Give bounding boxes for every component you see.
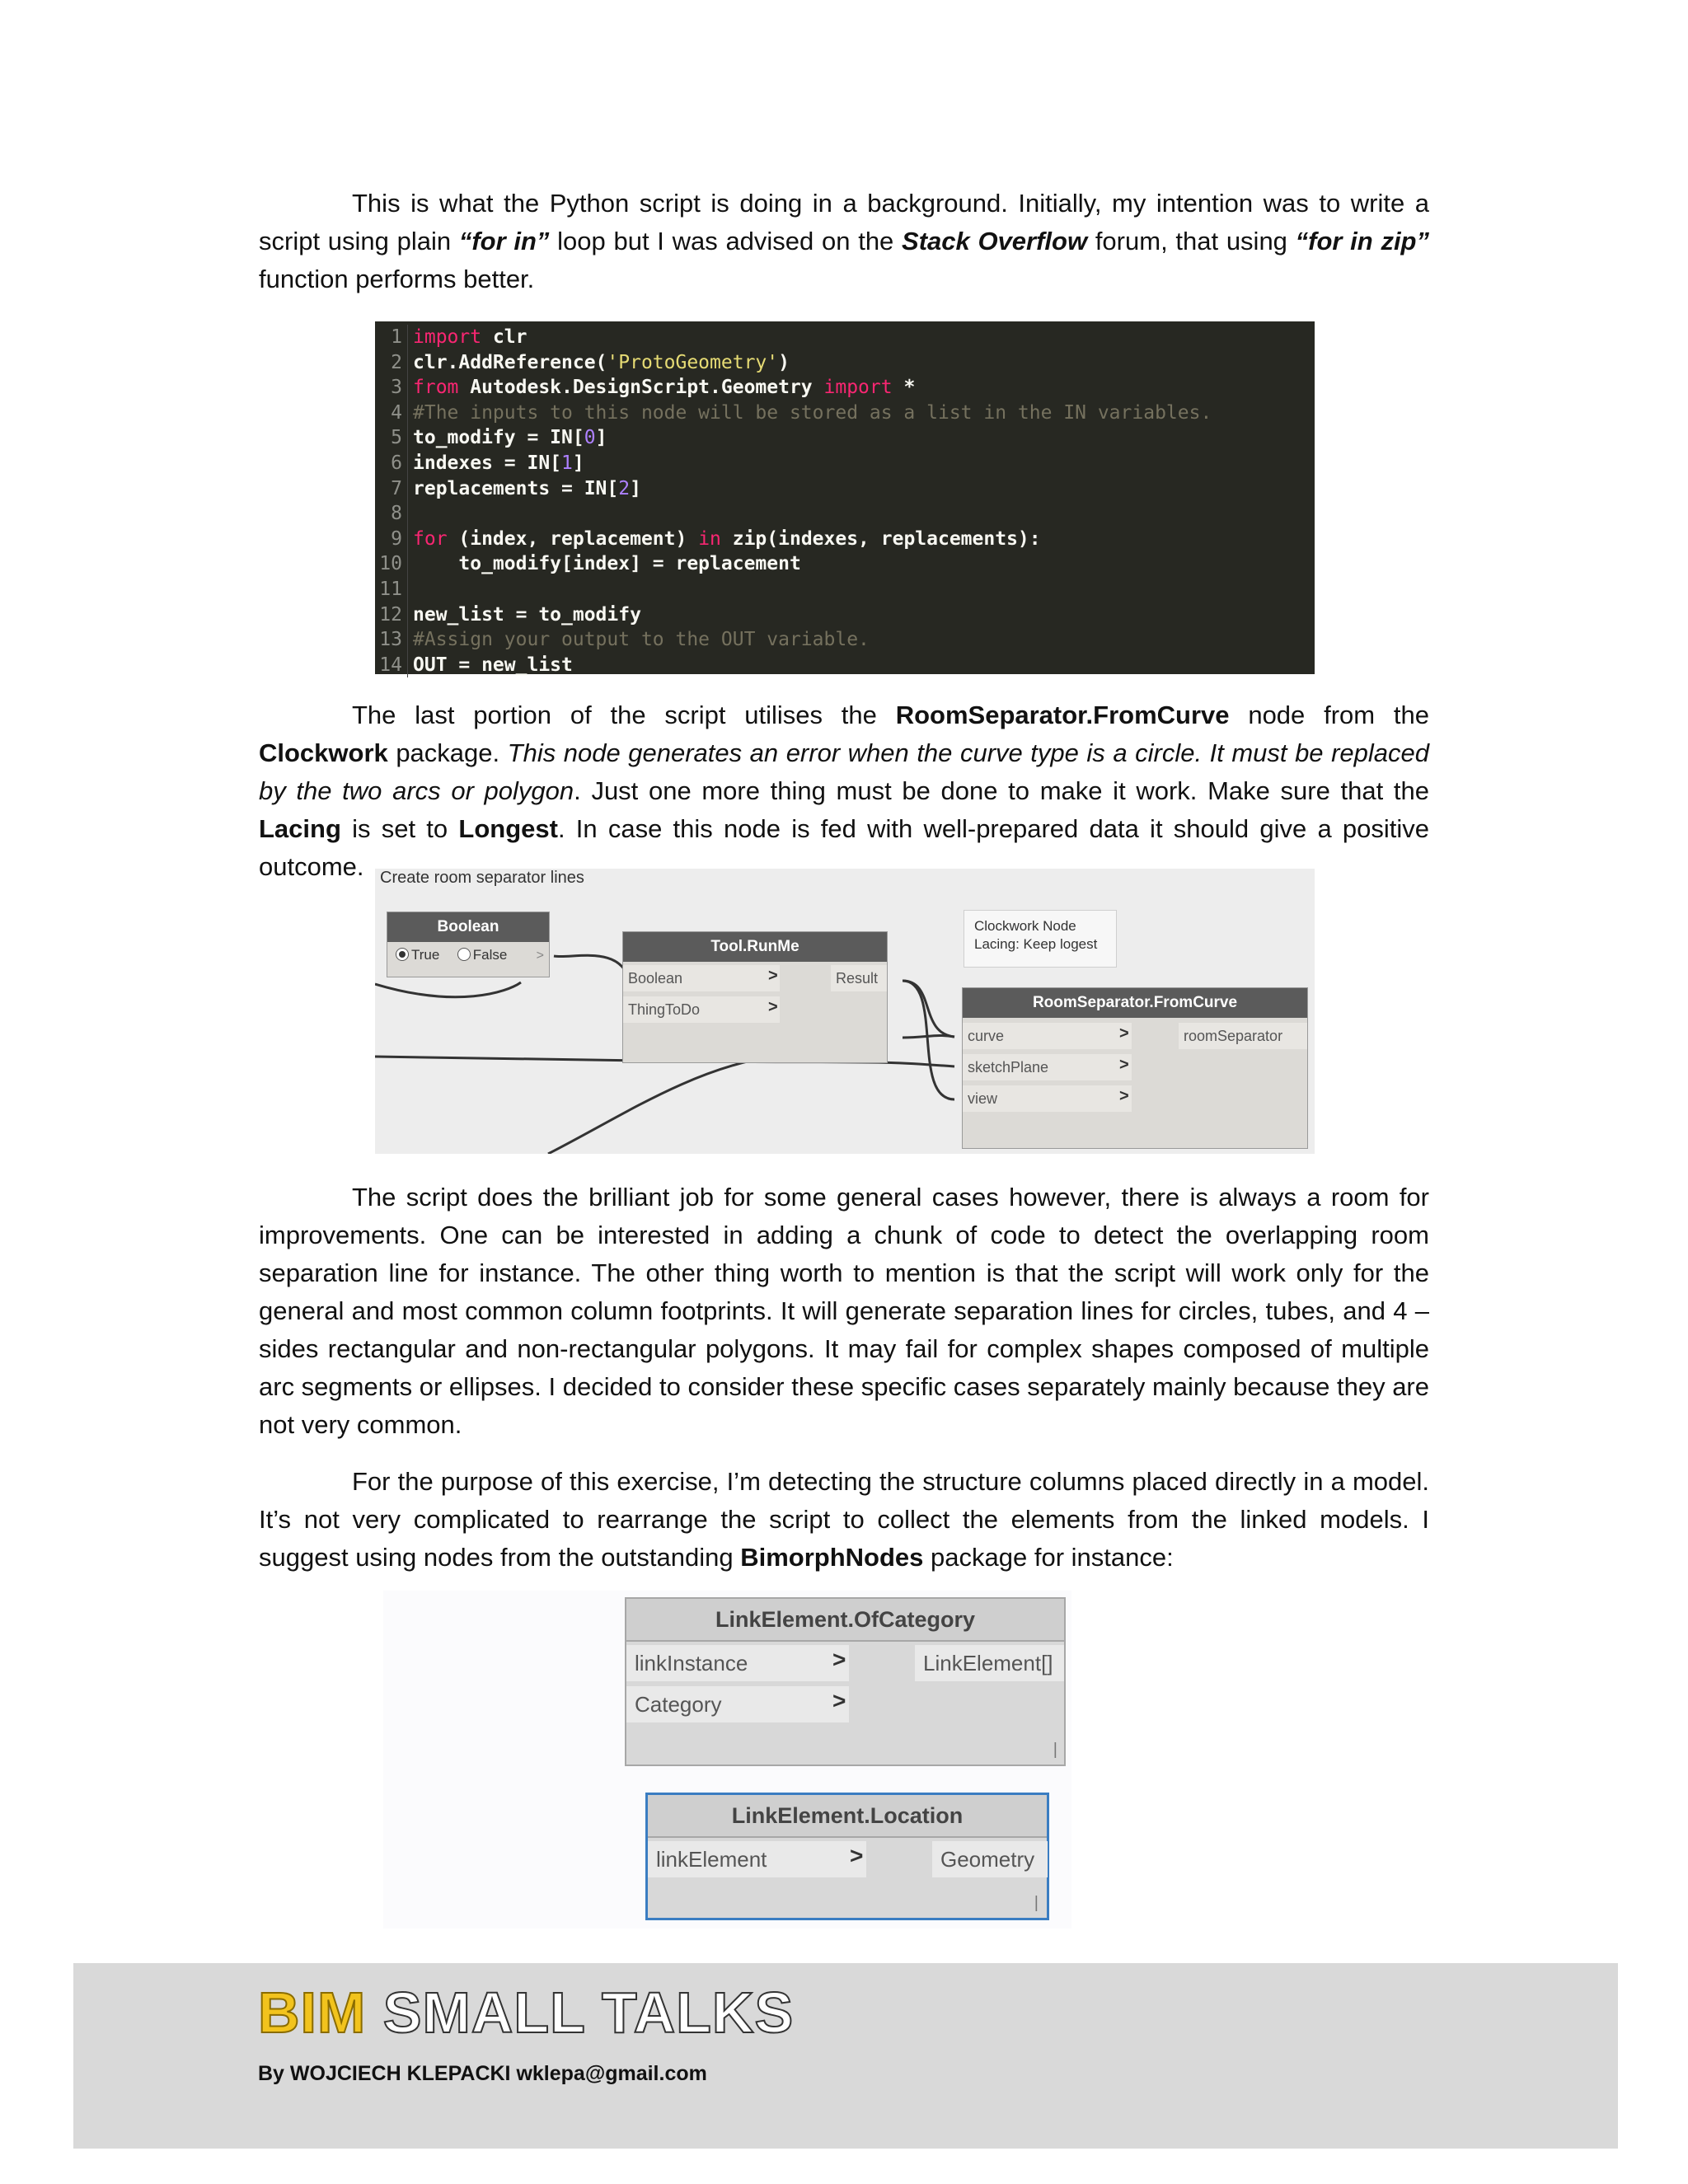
- line-number: 4: [375, 401, 408, 426]
- lacing-indicator: |: [1034, 1894, 1039, 1912]
- emphasis: Longest: [458, 814, 558, 843]
- line-number: 13: [375, 627, 408, 653]
- group-title: Create room separator lines: [380, 869, 584, 887]
- output-port-roomseparator[interactable]: roomSeparator: [1179, 1023, 1307, 1049]
- radio-false[interactable]: [457, 948, 471, 961]
- input-port-thingtodo[interactable]: ThingToDo: [623, 996, 780, 1023]
- chevron-right-icon: >: [768, 998, 778, 1016]
- code-token: 2: [618, 477, 631, 499]
- code-token: import: [823, 377, 893, 399]
- code-text: [408, 425, 607, 451]
- code-token: clr.AddReference(: [413, 351, 607, 373]
- code-token: to_modify = IN[: [413, 427, 584, 449]
- paragraph-python-intro: [259, 185, 1429, 298]
- text: function performs better.: [259, 265, 535, 293]
- paragraph-improvements: [259, 1179, 1429, 1444]
- node-title: LinkElement.Location: [648, 1795, 1047, 1838]
- code-text: [408, 501, 413, 527]
- emphasis: “for in zip”: [1295, 227, 1429, 255]
- line-number: 14: [375, 653, 408, 678]
- input-port-view[interactable]: view: [963, 1085, 1132, 1112]
- radio-label: True: [411, 947, 440, 963]
- node-title: Boolean: [387, 912, 549, 942]
- code-line: [375, 350, 1315, 376]
- code-token: indexes = IN[: [413, 452, 562, 474]
- dynamo-graph-bimorph: [383, 1591, 1071, 1929]
- code-line: [375, 501, 1315, 527]
- code-line: [375, 527, 1315, 552]
- code-token: zip(indexes, replacements):: [720, 527, 1041, 550]
- code-line: [375, 401, 1315, 426]
- code-token: new_list = to_modify: [413, 603, 641, 626]
- code-line: [375, 325, 1315, 350]
- italic-text: This node generates an error when the curve type is a circle. It must be replaced by the two arcs or polygon: [259, 738, 1429, 805]
- emphasis: “for in”: [458, 227, 550, 255]
- code-token: for: [413, 527, 448, 550]
- text: node from the: [1229, 701, 1429, 729]
- boolean-options: [396, 947, 507, 963]
- chevron-right-icon: >: [1119, 1087, 1129, 1105]
- tool-runme-node[interactable]: [622, 931, 888, 1063]
- code-token: replacements = IN[: [413, 477, 619, 499]
- code-line: [375, 577, 1315, 602]
- chevron-right-icon: >: [832, 1647, 846, 1672]
- code-token: in: [698, 527, 721, 550]
- line-number: 2: [375, 350, 408, 376]
- line-number: 5: [375, 425, 408, 451]
- line-number: 7: [375, 476, 408, 502]
- paragraph-linked-models: [259, 1463, 1429, 1577]
- code-line: [375, 451, 1315, 476]
- chevron-right-icon: >: [1119, 1024, 1129, 1043]
- code-token: ): [778, 351, 790, 373]
- python-code-screenshot: [375, 321, 1315, 674]
- text: is set to: [340, 814, 459, 843]
- bim-small-talks-logo: [258, 1980, 794, 2046]
- chevron-right-icon: >: [768, 967, 778, 985]
- code-token: from: [413, 377, 459, 399]
- code-text: [408, 551, 801, 577]
- text: This is what the Python script is doing in a background. Initially, my intention was to write a script using plain: [259, 189, 1429, 255]
- link-element-location-node[interactable]: [645, 1793, 1049, 1920]
- code-text: [408, 401, 1212, 426]
- input-port-linkinstance[interactable]: linkInstance: [626, 1645, 849, 1681]
- chevron-right-icon: >: [850, 1843, 864, 1868]
- line-number: 6: [375, 451, 408, 476]
- text: forum, that using: [1087, 227, 1296, 255]
- code-line: [375, 653, 1315, 678]
- code-token: (index, replacement): [447, 527, 699, 550]
- input-port-curve[interactable]: curve: [963, 1023, 1132, 1049]
- input-port-linkelement[interactable]: linkElement: [648, 1841, 866, 1877]
- output-port-linkelement-array[interactable]: LinkElement[]: [915, 1645, 1064, 1681]
- chevron-right-icon: >: [1119, 1056, 1129, 1074]
- node-title: RoomSeparator.FromCurve: [963, 988, 1307, 1018]
- code-token: 'ProtoGeometry': [607, 351, 779, 373]
- note-line: Clockwork Node: [974, 918, 1076, 934]
- text: loop but I was advised on the: [549, 227, 903, 255]
- code-text: [408, 476, 641, 502]
- line-number: 12: [375, 602, 408, 628]
- code-line: [375, 425, 1315, 451]
- line-number: 10: [375, 551, 408, 577]
- node-title: Tool.RunMe: [623, 932, 887, 962]
- emphasis: RoomSeparator.FromCurve: [895, 701, 1230, 729]
- room-separator-node[interactable]: [962, 987, 1308, 1149]
- line-number: 1: [375, 325, 408, 350]
- code-token: OUT = new_list: [413, 654, 573, 676]
- code-token: ]: [572, 452, 584, 474]
- output-port-icon[interactable]: >: [536, 949, 544, 963]
- emphasis: Stack Overflow: [902, 227, 1088, 255]
- code-line: [375, 375, 1315, 401]
- boolean-node[interactable]: [387, 912, 550, 977]
- emphasis: BimorphNodes: [740, 1543, 924, 1572]
- code-token: #Assign your output to the OUT variable.: [413, 629, 870, 651]
- code-token: Autodesk.DesignScript.Geometry: [458, 377, 824, 399]
- code-text: [408, 527, 1041, 552]
- code-token: 0: [584, 427, 596, 449]
- emphasis: Lacing: [259, 814, 341, 843]
- lacing-indicator: |: [1053, 1741, 1057, 1759]
- code-token: clr: [481, 326, 528, 348]
- text: The script does the brilliant job for some general cases however, there is always a room for improvements. One can be interested in adding a chunk of code to detect the overlapping room separation line for instance. The other thing worth to mention is that the script will work only for the general and most common column footprints. It will generate separation lines for circles, tubes, and 4 – sides rectangular and non-rectangular polygons. It may fail for complex shapes composed of multiple arc segments or ellipses. I decided to consider these specific cases separately mainly because they are not very common.: [259, 1183, 1429, 1439]
- lacing-note: [964, 910, 1117, 968]
- code-token: ]: [630, 477, 641, 499]
- code-text: [408, 375, 915, 401]
- code-text: [408, 577, 413, 602]
- code-token: 1: [561, 452, 573, 474]
- logo-part: BIM: [258, 1980, 367, 2045]
- code-token: ]: [595, 427, 607, 449]
- text: . In case this node is fed with well-prepared data it should give a positive outcome.: [259, 814, 1430, 881]
- code-token: import: [413, 326, 482, 348]
- text: package for instance:: [923, 1543, 1174, 1572]
- line-number: 11: [375, 577, 408, 602]
- code-text: [408, 451, 584, 476]
- output-port-result[interactable]: Result: [831, 965, 887, 991]
- input-port-boolean[interactable]: Boolean: [623, 965, 780, 991]
- radio-true[interactable]: [396, 948, 409, 961]
- code-line: [375, 602, 1315, 628]
- line-number: 3: [375, 375, 408, 401]
- code-token: to_modify[index] = replacement: [413, 553, 801, 575]
- code-text: [408, 325, 527, 350]
- text: The last portion of the script utilises the: [352, 701, 896, 729]
- code-line: [375, 627, 1315, 653]
- emphasis: Clockwork: [259, 738, 388, 767]
- chevron-right-icon: >: [832, 1688, 846, 1713]
- dynamo-graph-room-separator: [375, 869, 1315, 1154]
- code-text: [408, 602, 641, 628]
- line-number: 9: [375, 527, 408, 552]
- author-byline: By WOJCIECH KLEPACKI wklepa@gmail.com: [258, 2062, 707, 2085]
- line-number: 8: [375, 501, 408, 527]
- text: package.: [387, 738, 508, 767]
- logo-part: SMALL TALKS: [366, 1980, 795, 2045]
- code-text: [408, 653, 573, 678]
- text: . Just one more thing must be done to make it work. Make sure that the: [574, 776, 1430, 805]
- code-text: [408, 627, 870, 653]
- code-line: [375, 476, 1315, 502]
- text: For the purpose of this exercise, I’m detecting the structure columns placed directly in a model. It’s not very complicated to rearrange the script to collect the elements from the linked models. I suggest using nodes from the outstanding: [259, 1467, 1429, 1572]
- code-line: [375, 551, 1315, 577]
- link-element-ofcategory-node[interactable]: [625, 1597, 1066, 1766]
- input-port-category[interactable]: Category: [626, 1686, 849, 1722]
- paragraph-room-separator: [259, 696, 1429, 886]
- input-port-sketchplane[interactable]: sketchPlane: [963, 1054, 1132, 1080]
- note-line: Lacing: Keep logest: [974, 936, 1098, 952]
- page-footer: [73, 1963, 1618, 2149]
- code-token: *: [892, 377, 916, 399]
- node-title: LinkElement.OfCategory: [626, 1599, 1064, 1642]
- output-port-geometry[interactable]: Geometry: [932, 1841, 1048, 1877]
- code-text: [408, 350, 790, 376]
- radio-label: False: [472, 947, 508, 963]
- code-token: #The inputs to this node will be stored as a list in the IN variables.: [413, 401, 1212, 424]
